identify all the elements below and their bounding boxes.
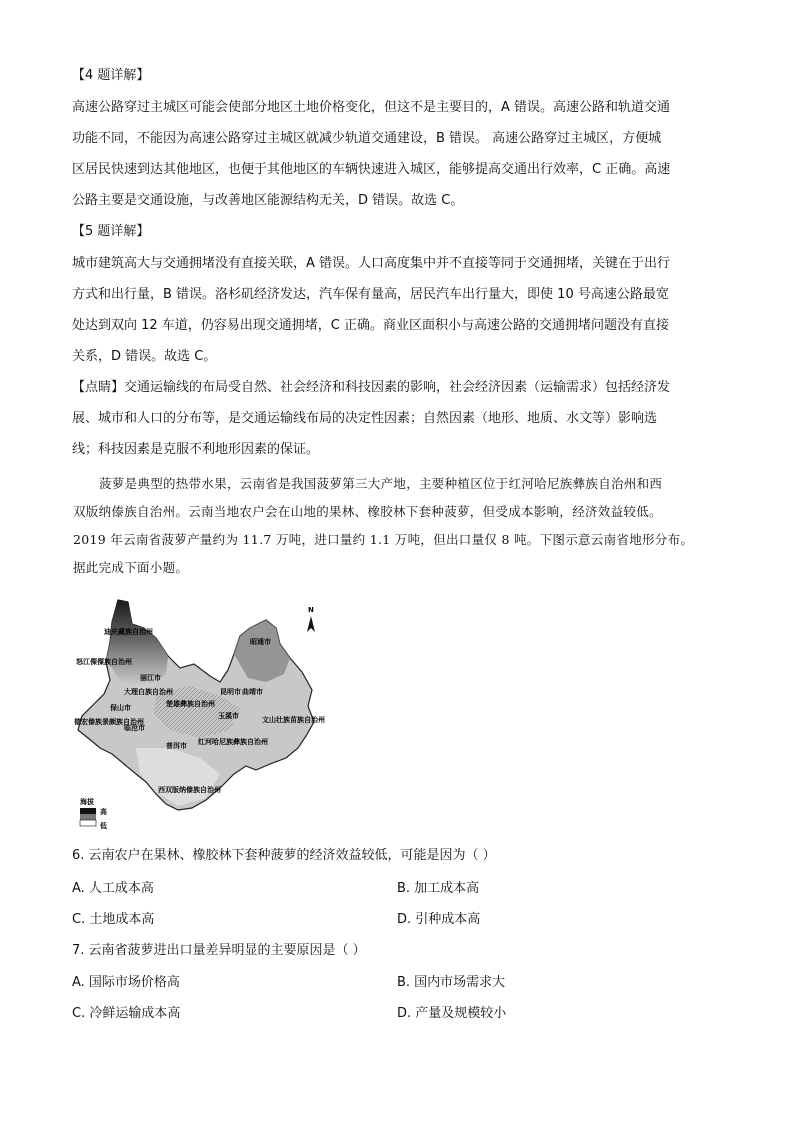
q5-body bbox=[72, 248, 722, 372]
q6-option-d: D. 引种成本高 bbox=[397, 912, 481, 927]
q5-line: 关系，D 错误。故选 C。 bbox=[72, 349, 217, 364]
point-line: 【点睛】交通运输线的布局受自然、社会经济和科技因素的影响，社会经济因素（运输需求）包括经济发 bbox=[72, 380, 671, 395]
material-paragraph bbox=[73, 470, 723, 582]
material-line: 菠萝是典型的热带水果，云南省是我国菠萝第三大产地，主要种植区位于红河哈尼族彝族自治州和西 bbox=[99, 476, 663, 491]
label-xishuangbanna: 西双版纳傣族自治州 bbox=[158, 786, 221, 794]
point-summary bbox=[72, 372, 722, 465]
point-line: 展、城市和人口的分布等，是交通运输线布局的决定性因素；自然因素（地形、地质、水文等）影响选 bbox=[72, 411, 658, 426]
legend-low: 低 bbox=[100, 822, 107, 830]
svg-text:N: N bbox=[308, 606, 314, 614]
q4-line: 公路主要是交通设施，与改善地区能源结构无关，D 错误。故选 C。 bbox=[72, 193, 464, 208]
q4-line: 区居民快速到达其他地区，也便于其他地区的车辆快速进入城区，能够提高交通出行效率，C 正确。高速 bbox=[72, 162, 671, 177]
q5-line: 城市建筑高大与交通拥堵没有直接关联，A 错误。人口高度集中并不直接等同于交通拥堵，关键在于出行 bbox=[72, 256, 671, 271]
q5-line: 方式和出行量，B 错误。洛杉矶经济发达，汽车保有量高，居民汽车出行量大，即使 10 号高速公路最宽 bbox=[72, 287, 669, 302]
q6-option-b: B. 加工成本高 bbox=[397, 881, 480, 896]
label-zhaotong: 昭通市 bbox=[250, 638, 271, 646]
q4-line: 高速公路穿过主城区可能会使部分地区土地价格变化，但这不是主要目的，A 错误。高速公路和轨道交通 bbox=[72, 100, 671, 115]
question-7-stem: 7. 云南省菠萝进出口量差异明显的主要原因是（ ） bbox=[72, 943, 366, 958]
q5-line: 处达到双向 12 车道，仍容易出现交通拥堵，C 正确。商业区面积小与高速公路的交通拥堵问题没有直接 bbox=[72, 318, 670, 333]
q4-header: 【4 题详解】 bbox=[72, 68, 150, 83]
q4-explanation bbox=[72, 66, 722, 86]
yunnan-terrain-map bbox=[70, 598, 330, 834]
label-wenshan: 文山壮族苗族自治州 bbox=[262, 716, 325, 724]
label-honghe: 红河哈尼族彝族自治州 bbox=[198, 738, 268, 746]
material-line: 2019 年云南省菠萝产量约为 11.7 万吨，进口量约 1.1 万吨，但出口量仅 8 吨。下图示意云南省地形分布。 bbox=[73, 532, 694, 547]
label-puer: 普洱市 bbox=[166, 742, 187, 750]
q6-option-a: A. 人工成本高 bbox=[72, 881, 154, 896]
question-6-stem: 6. 云南农户在果林、橡胶林下套种菠萝的经济效益较低，可能是因为（ ） bbox=[72, 848, 496, 863]
legend-high: 高 bbox=[100, 808, 107, 816]
material-line: 双版纳傣族自治州。云南当地农户会在山地的果林、橡胶林下套种菠萝，但受成本影响，经济效益较低。 bbox=[73, 504, 662, 519]
material-line: 据此完成下面小题。 bbox=[73, 560, 189, 575]
label-baoshan: 保山市 bbox=[110, 704, 131, 712]
label-dehong: 德宏傣族景颇族自治州 bbox=[74, 718, 144, 726]
label-lincang: 临沧市 bbox=[124, 724, 145, 732]
q4-line: 功能不同，不能因为高速公路穿过主城区就减少轨道交通建设，B 错误。 高速公路穿过主城区，方便城 bbox=[72, 131, 662, 146]
label-diqing: 迪庆藏族自治州 bbox=[104, 628, 153, 636]
q5-header: 【5 题详解】 bbox=[72, 224, 150, 239]
label-chuxiong: 楚雄彝族自治州 bbox=[166, 700, 215, 708]
label-qujing: 曲靖市 bbox=[242, 688, 263, 696]
q7-option-d: D. 产量及规模较小 bbox=[397, 1006, 507, 1021]
label-yuxi: 玉溪市 bbox=[218, 712, 239, 720]
q5-explanation bbox=[72, 222, 722, 242]
map-legend bbox=[80, 797, 108, 830]
q7-option-b: B. 国内市场需求大 bbox=[397, 975, 506, 990]
point-line: 线；科技因素是克服不利地形因素的保证。 bbox=[72, 442, 320, 457]
q4-body bbox=[72, 92, 722, 216]
label-kunming: 昆明市 bbox=[220, 688, 241, 696]
legend-mid-swatch bbox=[80, 814, 96, 820]
question-7 bbox=[72, 941, 722, 961]
map-svg bbox=[70, 598, 330, 834]
q6-option-c: C. 土地成本高 bbox=[72, 912, 155, 927]
label-lijiang: 丽江市 bbox=[140, 674, 161, 682]
q7-option-a: A. 国际市场价格高 bbox=[72, 975, 180, 990]
legend-low-swatch bbox=[80, 820, 96, 826]
legend-title: 海拔 bbox=[80, 798, 94, 806]
legend-high-swatch bbox=[80, 808, 96, 814]
north-arrow-icon bbox=[307, 606, 315, 632]
question-6 bbox=[72, 846, 722, 866]
label-nujiang: 怒江傈僳族自治州 bbox=[76, 658, 132, 666]
label-dali: 大理白族自治州 bbox=[124, 688, 173, 696]
q7-option-c: C. 冷鲜运输成本高 bbox=[72, 1006, 181, 1021]
